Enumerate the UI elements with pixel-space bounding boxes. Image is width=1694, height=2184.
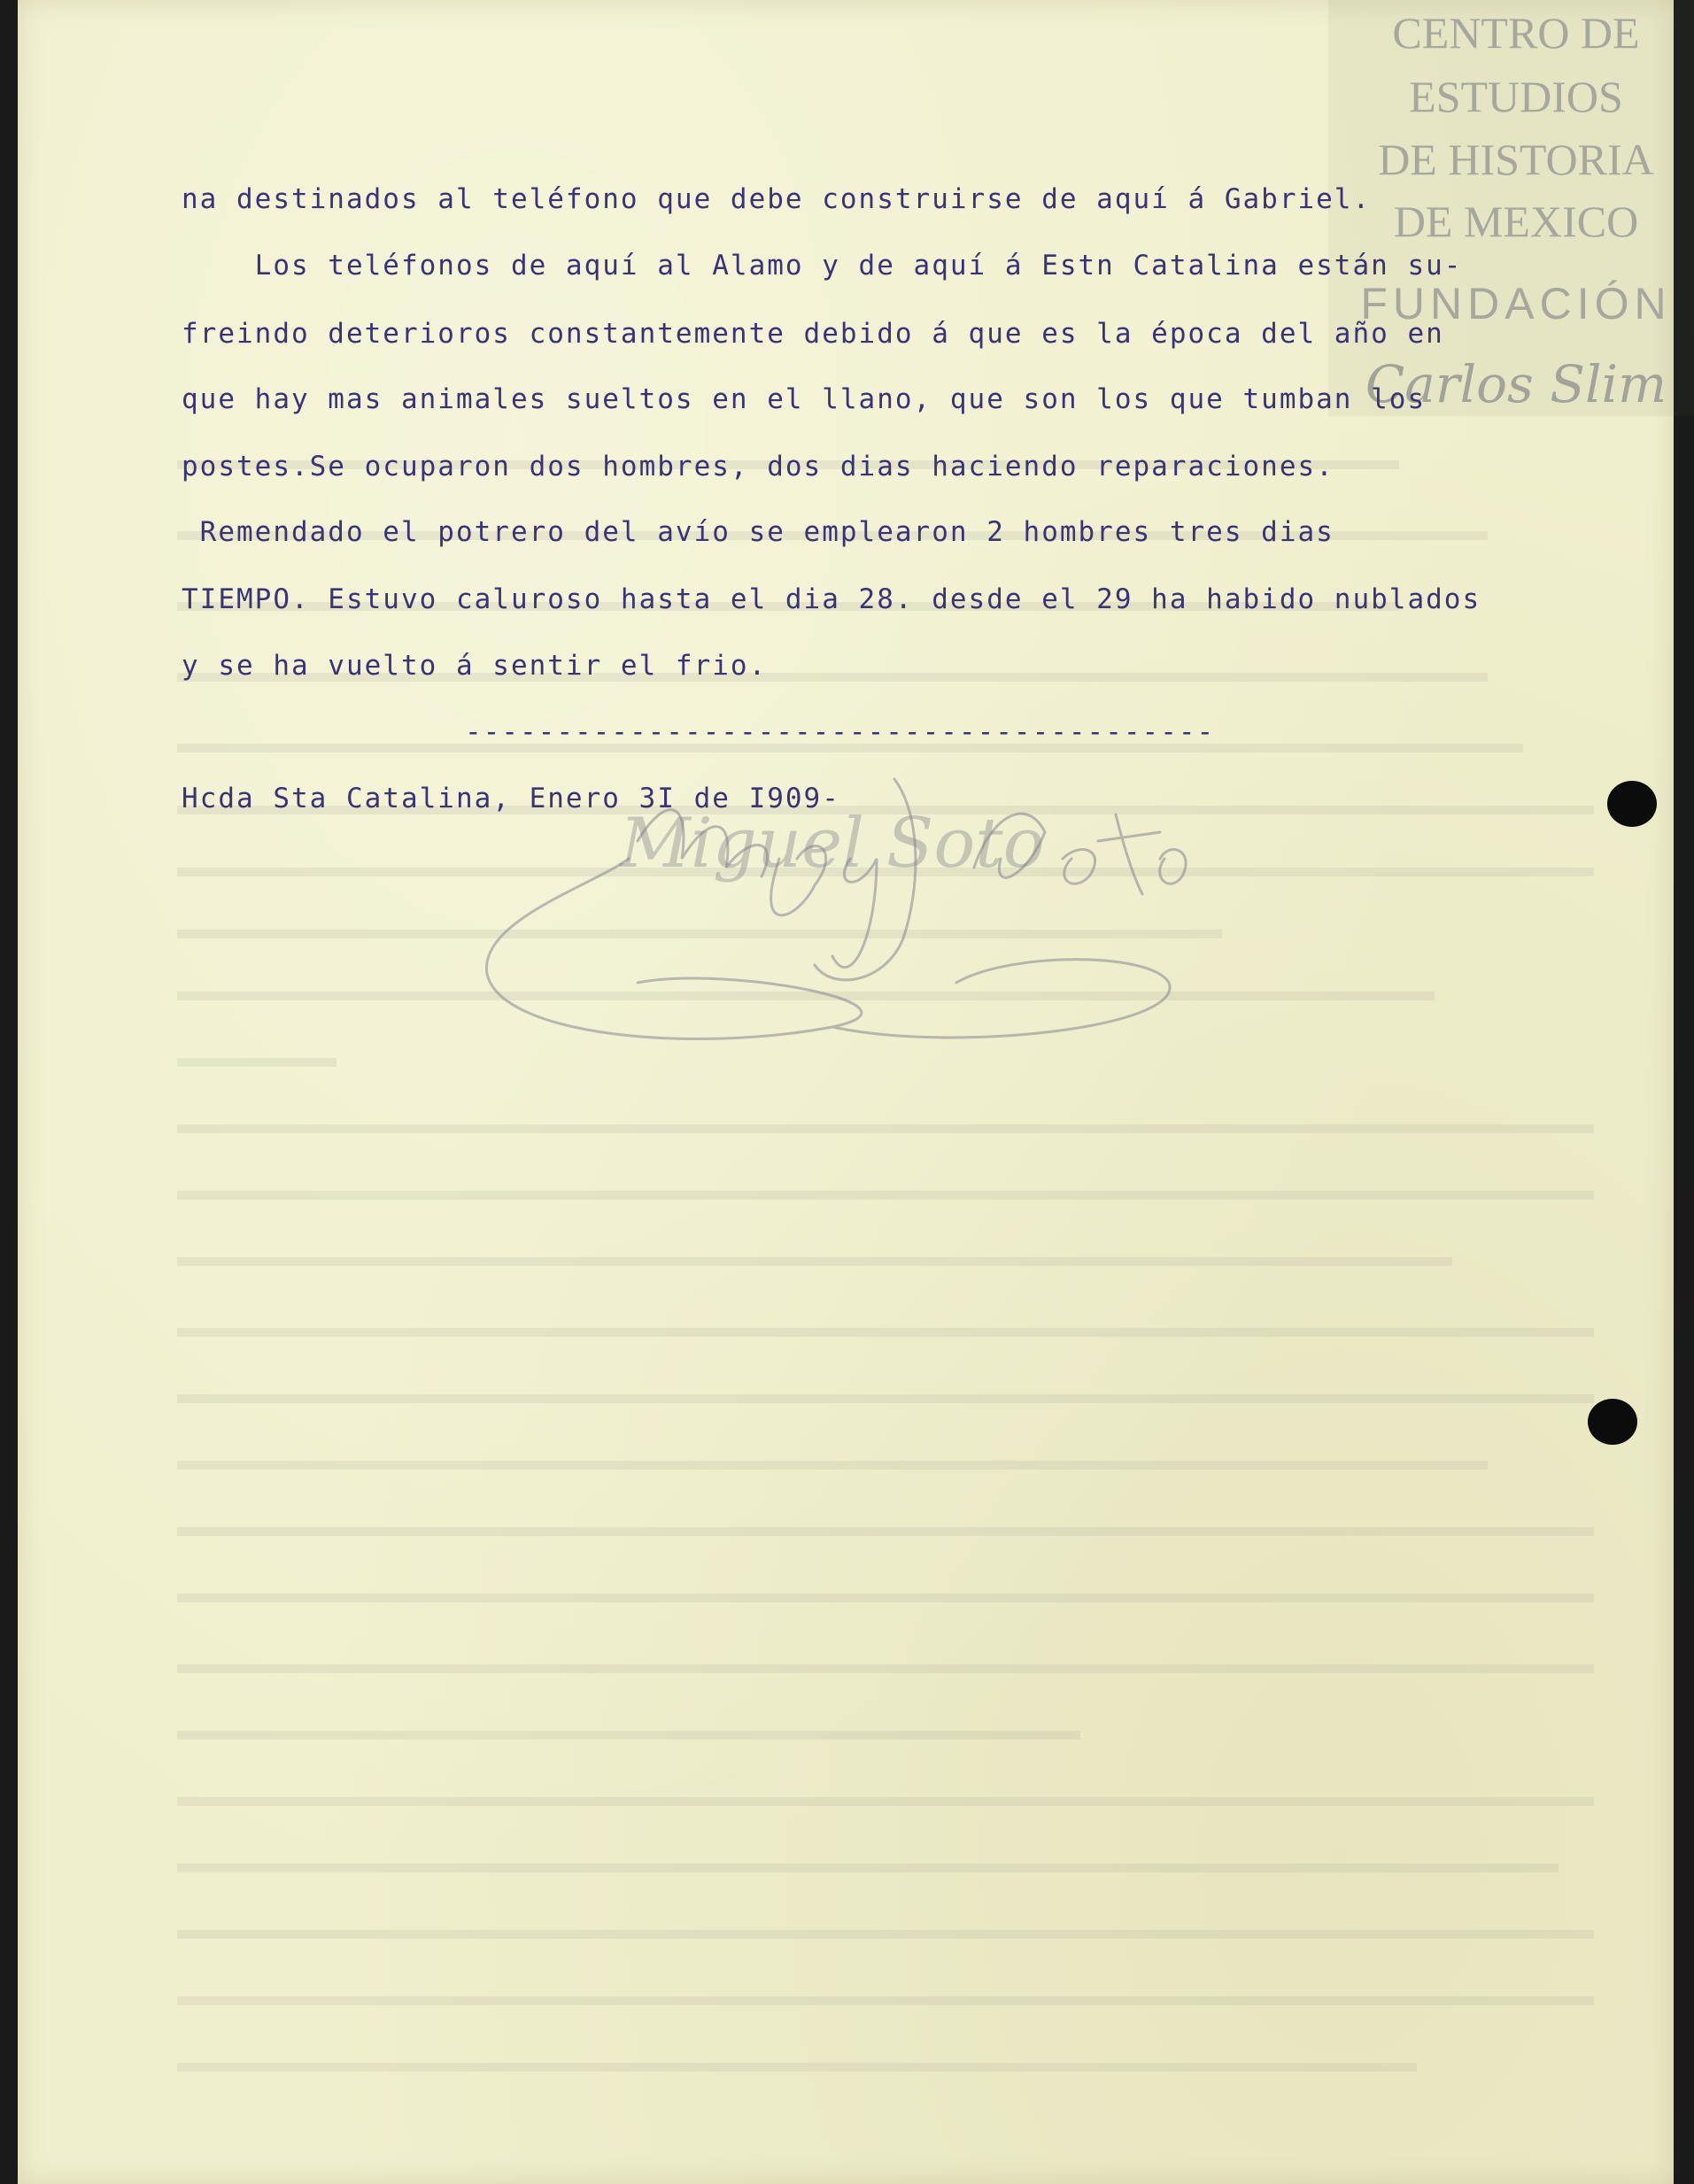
separator-line: -----------------------------------------	[465, 716, 1216, 748]
place-date: Hcda Sta Catalina, Enero 3I de I909-	[182, 783, 840, 814]
watermark-line-2: ESTUDIOS	[1409, 72, 1623, 121]
text-line-5: postes.Se ocuparon dos hombres, dos dias haciendo reparaciones.	[182, 451, 1334, 482]
watermark-line-5: FUNDACIÓN	[1360, 279, 1672, 328]
text-line-6: Remendado el potrero del avío se emplearon 2 hombres tres dias	[182, 516, 1334, 548]
watermark-signature: Carlos Slim	[1365, 354, 1667, 414]
text-line-8: y se ha vuelto á sentir el frio.	[182, 650, 768, 682]
text-line-3: freindo deterioros constantemente debido á que es la época del año en	[182, 318, 1444, 350]
watermark-line-1: CENTRO DE	[1392, 8, 1640, 58]
signature-text: Miguel Soto	[620, 804, 1045, 884]
watermark-line-3: DE HISTORIA	[1378, 135, 1654, 184]
punch-hole-bottom	[1588, 1399, 1637, 1445]
text-line-1: na destinados al teléfono que debe construirse de aquí á Gabriel.	[182, 183, 1372, 215]
text-line-2: Los teléfonos de aquí al Alamo y de aquí á Estn Catalina están su-	[182, 250, 1463, 282]
watermark-line-4: DE MEXICO	[1393, 197, 1639, 246]
punch-hole-top	[1607, 781, 1657, 827]
text-line-4: que hay mas animales sueltos en el llano, que son los que tumban los	[182, 383, 1427, 415]
text-line-7: TIEMPO. Estuvo caluroso hasta el dia 28. desde el 29 ha habido nublados	[182, 583, 1481, 615]
